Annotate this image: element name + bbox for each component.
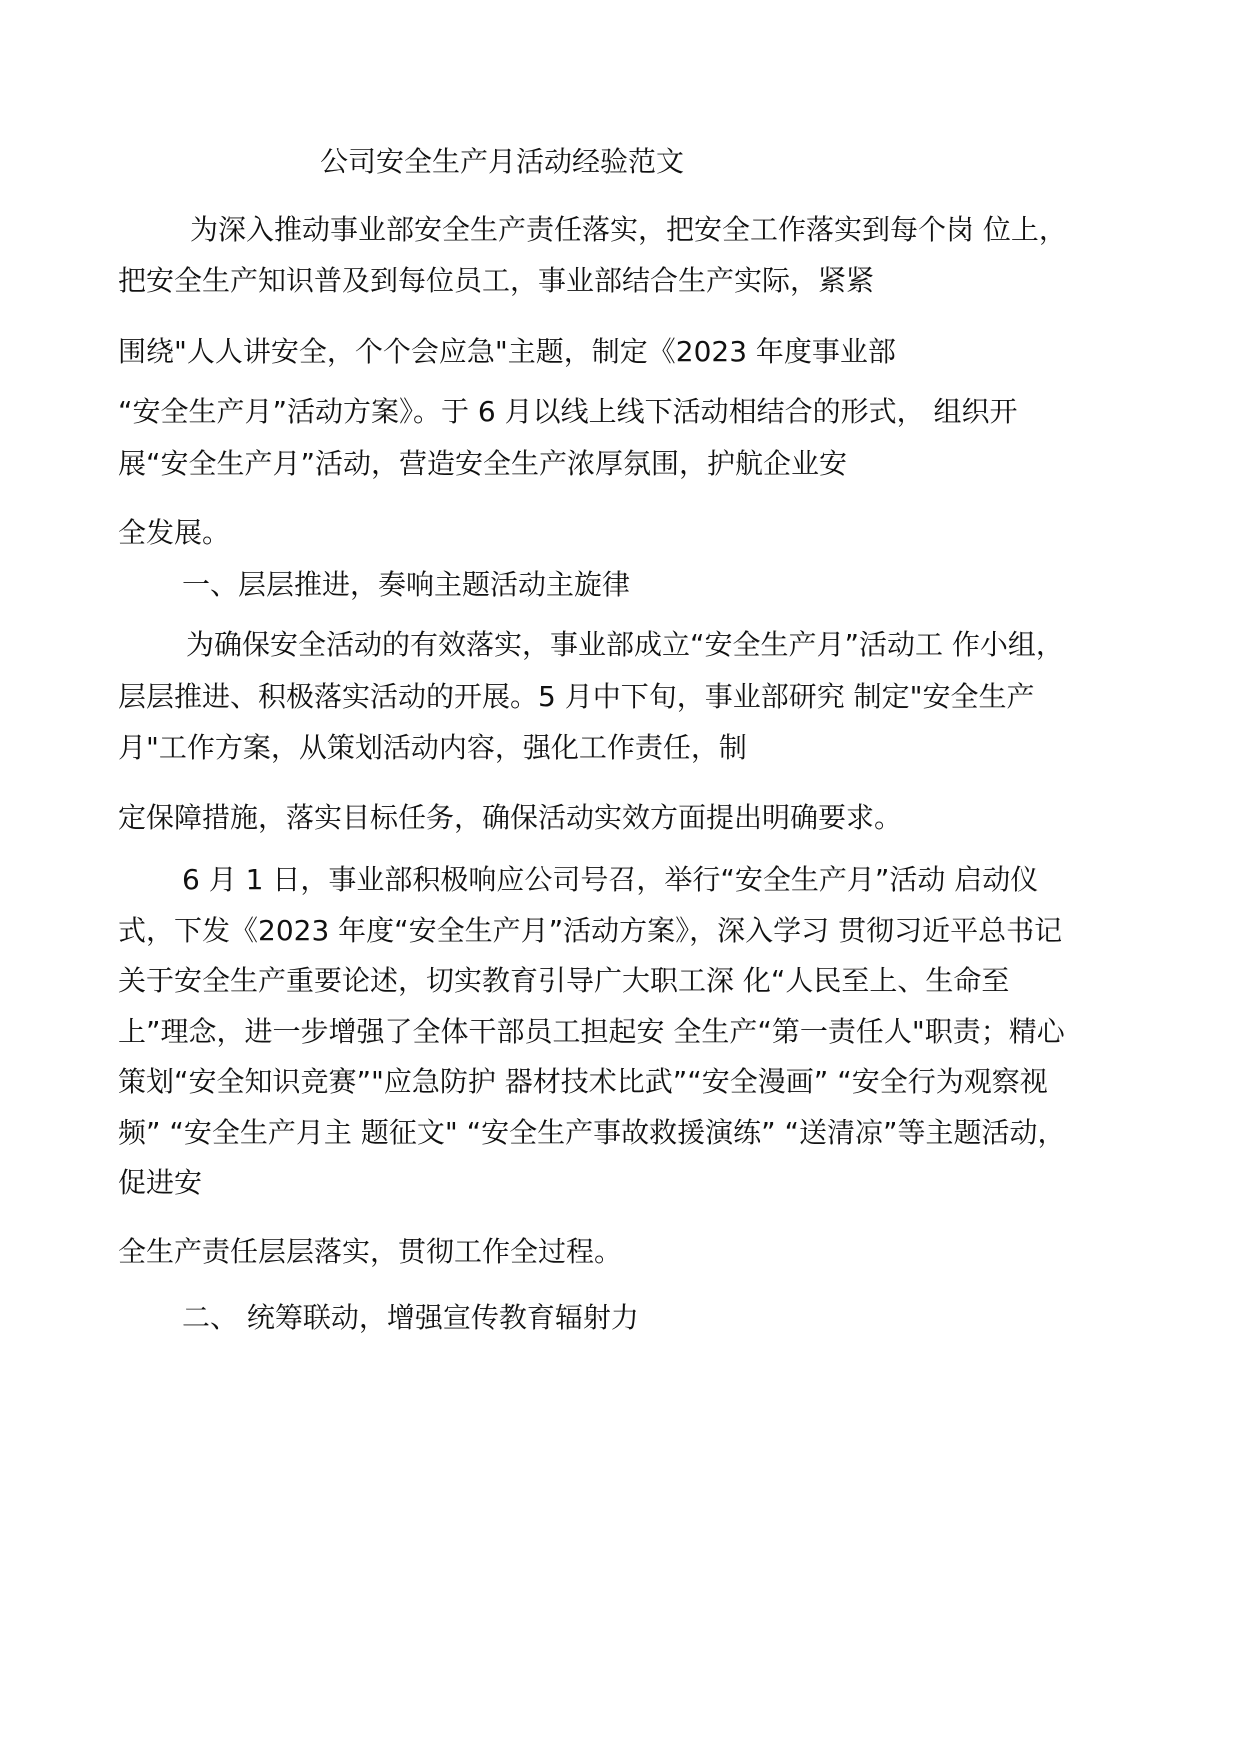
paragraph-line: “安全生产月”活动方案》。于 6 月以线上线下活动相结合的形式， 组织开 (118, 395, 1018, 428)
paragraph-line: 关于安全生产重要论述，切实教育引导广大职工深 化“人民至上、生命至 (118, 964, 1010, 997)
paragraph-line: 层层推进、积极落实活动的开展。5 月中下旬，事业部研究 制定"安全生产 (118, 680, 1035, 713)
paragraph-line: 式，下发《2023 年度“安全生产月”活动方案》，深入学习 贯彻习近平总书记 (118, 914, 1063, 947)
paragraph-line: 全发展。 (118, 516, 231, 549)
paragraph-line: 6 月 1 日，事业部积极响应公司号召，举行“安全生产月”活动 启动仪 (182, 863, 1039, 896)
section-heading-1: 一、层层推进，奏响主题活动主旋律 (182, 568, 631, 601)
paragraph-line: 全生产责任层层落实，贯彻工作全过程。 (118, 1235, 623, 1268)
paragraph-line: 策划“安全知识竞赛”"应急防护 器材技术比武”“安全漫画” “安全行为观察视 (118, 1065, 1048, 1098)
section-heading-2: 二、 统筹联动，增强宣传教育辐射力 (182, 1301, 639, 1334)
paragraph-line: 把安全生产知识普及到每位员工，事业部结合生产实际，紧紧 (118, 264, 875, 297)
paragraph-line: 为确保安全活动的有效落实，事业部成立“安全生产月”活动工 作小组， (186, 628, 1064, 661)
paragraph-line: 上”理念，进一步增强了全体干部员工担起安 全生产“第一责任人"职责；精心 (118, 1015, 1065, 1048)
paragraph-line: 围绕"人人讲安全，个个会应急"主题，制定《2023 年度事业部 (118, 335, 896, 368)
paragraph-line: 为深入推动事业部安全生产责任落实，把安全工作落实到每个岗 位上， (190, 213, 1067, 246)
paragraph-line: 月"工作方案，从策划活动内容，强化工作责任，制 (118, 731, 747, 764)
document-title: 公司安全生产月活动经验范文 (320, 145, 685, 178)
paragraph-line: 展“安全生产月”活动，营造安全生产浓厚氛围，护航企业安 (118, 447, 848, 480)
paragraph-line: 促进安 (118, 1166, 203, 1199)
paragraph-line: 频” “安全生产月主 题征文" “安全生产事故救援演练” “送清凉”等主题活动， (118, 1116, 1066, 1149)
paragraph-line: 定保障措施，落实目标任务，确保活动实效方面提出明确要求。 (118, 801, 903, 834)
